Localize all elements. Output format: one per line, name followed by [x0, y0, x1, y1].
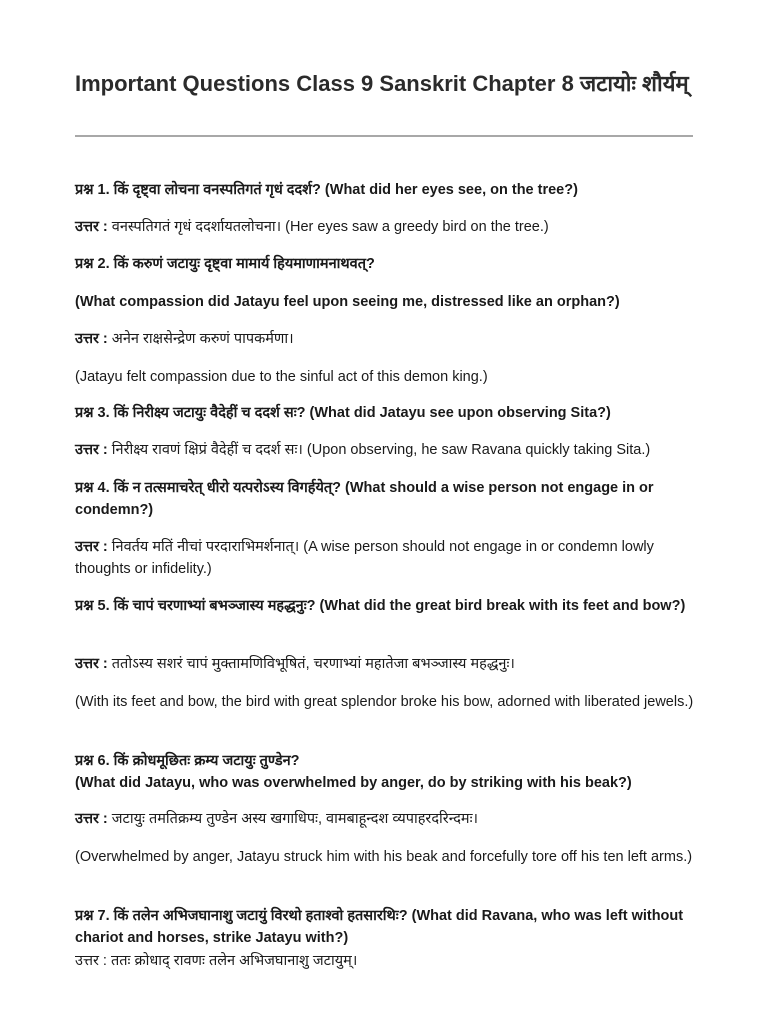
cropped-answer-line	[75, 953, 695, 972]
answer-1	[75, 216, 700, 238]
answer-label: उत्तर :	[75, 219, 108, 235]
answer-5-english: (With its feet and bow, the bird with great splendor broke his bow, adorned with liberated jewels.)	[75, 694, 694, 710]
question-1: प्रश्न 1. किं दृष्ट्वा लोचना वनस्पतिगतं गृधं ददर्श? (What did her eyes see, on the tree?)	[75, 182, 578, 198]
answer-3	[75, 439, 700, 461]
answer-5	[75, 653, 700, 675]
answer-text: अनेन राक्षसेन्द्रेण करुणं पापकर्मणा।	[111, 331, 294, 347]
answer-text: वनस्पतिगतं गृधं ददर्शायतलोचना। (Her eyes saw a greedy bird on the tree.)	[111, 219, 549, 235]
answer-text: निवर्तय मतिं नीचां परदाराभिमर्शनात्। (A wise person should not engage in or condemn lowly thoughts or infidelity.)	[75, 539, 654, 577]
question-2: प्रश्न 2. किं करुणं जटायुः दृष्ट्वा मामार्य हियमाणामनाथवत्?	[75, 256, 375, 272]
question-4: प्रश्न 4. किं न तत्समाचरेत् धीरो यत्परोऽस्य विगर्हयेत्? (What should a wise person not engage in or condemn?)	[75, 480, 654, 518]
answer-label: उत्तर :	[75, 539, 108, 555]
answer-6	[75, 808, 700, 830]
question-6: प्रश्न 6. किं क्रोधमूछितः क्रम्य जटायुः तुण्डेन?	[75, 753, 300, 769]
answer-6-english: (Overwhelmed by anger, Jatayu struck him with his beak and forcefully tore off his ten left arms.)	[75, 849, 693, 865]
answer-2	[75, 328, 700, 350]
page-title: Important Questions Class 9 Sanskrit Chapter 8 जटायोः शौर्यम्	[75, 71, 689, 96]
answer-label: उत्तर :	[75, 811, 108, 827]
answer-2-english: (Jatayu felt compassion due to the sinful act of this demon king.)	[75, 369, 488, 385]
answer-label: उत्तर :	[75, 331, 108, 347]
answer-text: जटायुः तमतिक्रम्य तुण्डेन अस्य खगाधिपः, वामबाहून्दश व्यपाहरदरिन्दमः।	[111, 811, 478, 827]
title-divider	[75, 135, 693, 137]
cropped-answer-text: उत्तर : ततः क्रोधाद् रावणः तलेन अभिजघानाशु जटायुम्।	[75, 953, 358, 969]
question-3: प्रश्न 3. किं निरीक्ष्य जटायुः वैदेहीं च ददर्श सः? (What did Jatayu see upon observing Sita?)	[75, 405, 611, 421]
answer-label: उत्तर :	[75, 442, 108, 458]
answer-4	[75, 536, 700, 580]
question-2-english: (What compassion did Jatayu feel upon seeing me, distressed like an orphan?)	[75, 294, 620, 310]
question-5: प्रश्न 5. किं चापं चरणाभ्यां बभञ्जास्य महद्धनुः? (What did the great bird break with its feet and bow?)	[75, 598, 686, 614]
question-7: प्रश्न 7. किं तलेन अभिजघानाशु जटायुं विरथो हताश्वो हतसारथिः? (What did Ravana, who was left without chariot and horses, strike Jatayu with?)	[75, 908, 684, 946]
answer-text: ततोऽस्य सशरं चापं मुक्तामणिविभूषितं, चरणाभ्यां महातेजा बभञ्जास्य महद्धनुः।	[111, 656, 515, 672]
answer-text: निरीक्ष्य रावणं क्षिप्रं वैदेहीं च ददर्श सः। (Upon observing, he saw Ravana quickly taking Sita.)	[111, 442, 651, 458]
answer-label: उत्तर :	[75, 656, 108, 672]
question-6-english: (What did Jatayu, who was overwhelmed by anger, do by striking with his beak?)	[75, 775, 632, 791]
